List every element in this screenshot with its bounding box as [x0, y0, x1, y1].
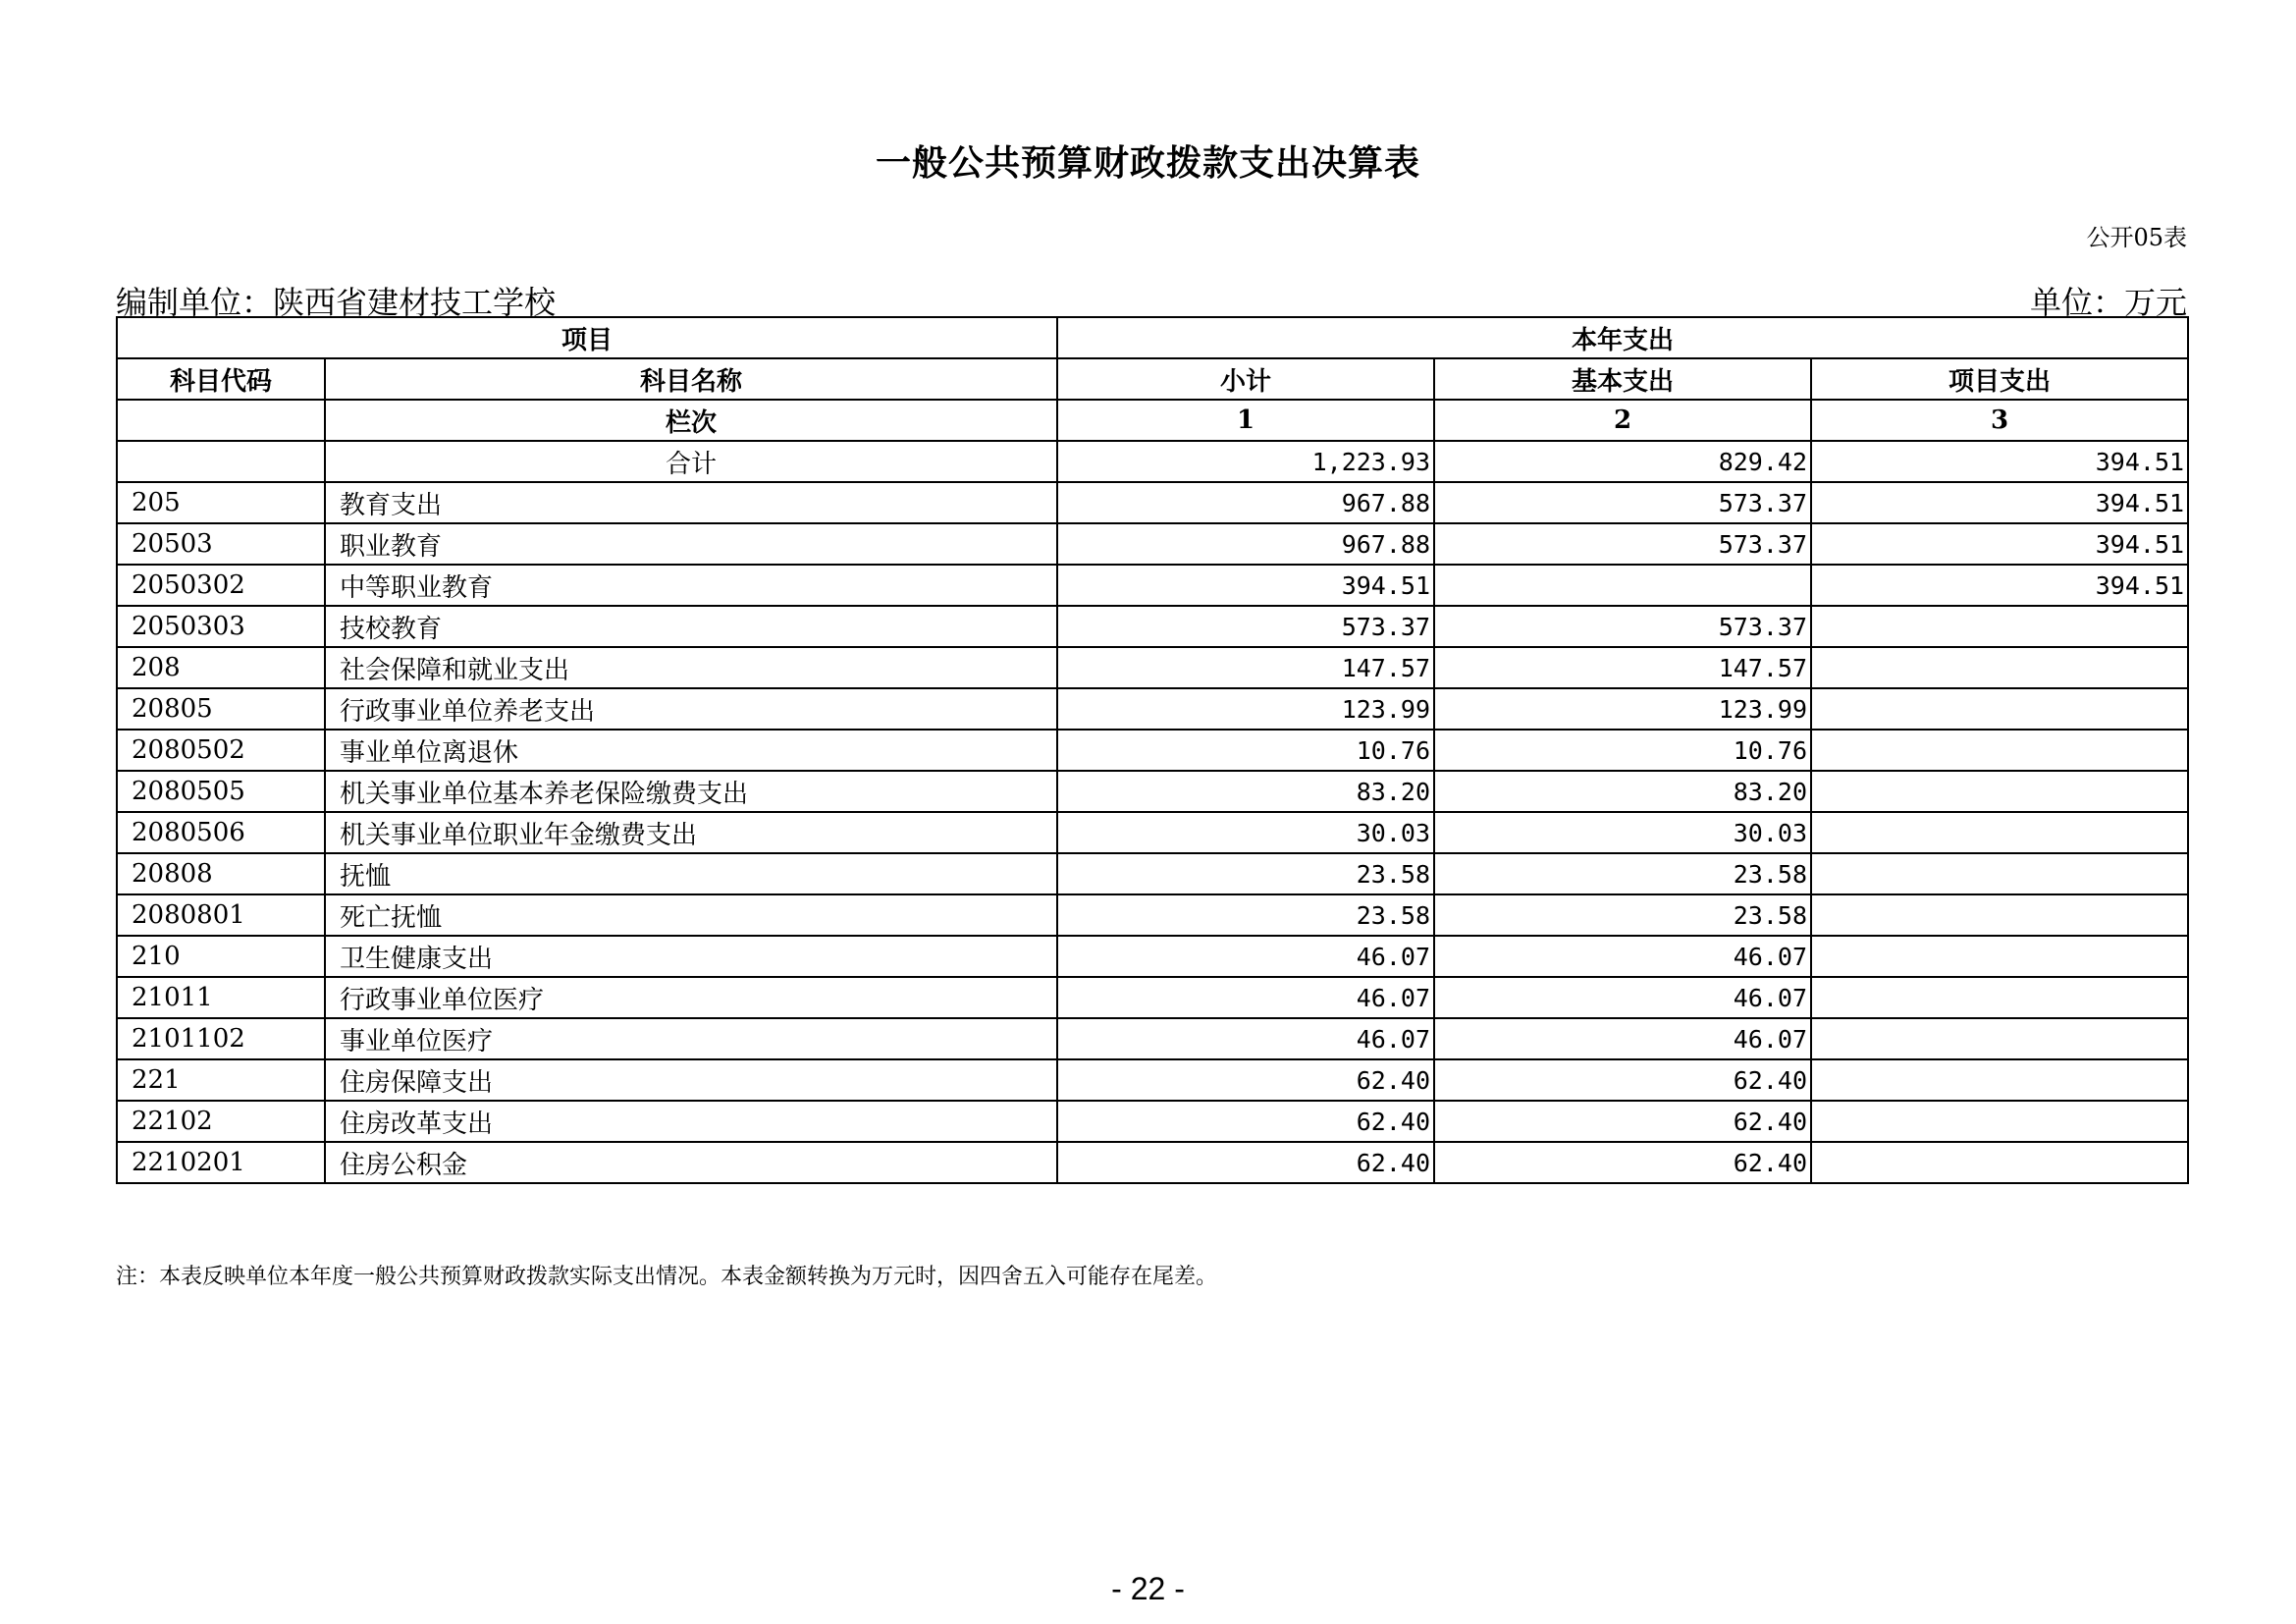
- cell-project: [1811, 688, 2188, 730]
- cell-project: [1811, 730, 2188, 771]
- cell-project: [1811, 977, 2188, 1018]
- total-basic: 829.42: [1434, 441, 1811, 482]
- cell-name: 住房保障支出: [325, 1059, 1057, 1101]
- total-empty-cell: [117, 441, 325, 482]
- cell-basic: 123.99: [1434, 688, 1811, 730]
- header-col-1: 1: [1057, 400, 1434, 441]
- cell-code: 221: [117, 1059, 325, 1101]
- cell-code: 2080502: [117, 730, 325, 771]
- table-row: [117, 936, 2188, 977]
- cell-name: 社会保障和就业支出: [325, 647, 1057, 688]
- cell-basic: [1434, 565, 1811, 606]
- cell-code: 2050302: [117, 565, 325, 606]
- header-col-3: 3: [1811, 400, 2188, 441]
- cell-code: 21011: [117, 977, 325, 1018]
- table-row: [117, 1101, 2188, 1142]
- cell-project: 394.51: [1811, 482, 2188, 523]
- cell-name: 行政事业单位养老支出: [325, 688, 1057, 730]
- table-row: [117, 771, 2188, 812]
- cell-basic: 62.40: [1434, 1059, 1811, 1101]
- total-project: 394.51: [1811, 441, 2188, 482]
- cell-subtotal: 10.76: [1057, 730, 1434, 771]
- cell-code: 22102: [117, 1101, 325, 1142]
- header-row-order: [117, 400, 2188, 441]
- cell-subtotal: 46.07: [1057, 1018, 1434, 1059]
- cell-project: [1811, 853, 2188, 894]
- cell-basic: 62.40: [1434, 1101, 1811, 1142]
- cell-subtotal: 23.58: [1057, 853, 1434, 894]
- header-this-year: 本年支出: [1057, 317, 2188, 358]
- cell-project: [1811, 812, 2188, 853]
- header-subtotal: 小计: [1057, 358, 1434, 400]
- cell-code: 205: [117, 482, 325, 523]
- cell-subtotal: 23.58: [1057, 894, 1434, 936]
- cell-basic: 46.07: [1434, 1018, 1811, 1059]
- cell-code: 210: [117, 936, 325, 977]
- cell-project: 394.51: [1811, 523, 2188, 565]
- cell-basic: 23.58: [1434, 894, 1811, 936]
- page-title: 一般公共预算财政拨款支出决算表: [875, 142, 1420, 184]
- cell-name: 住房公积金: [325, 1142, 1057, 1183]
- cell-subtotal: 30.03: [1057, 812, 1434, 853]
- cell-name: 事业单位医疗: [325, 1018, 1057, 1059]
- cell-project: [1811, 894, 2188, 936]
- compiling-unit: 编制单位：陕西省建材技工学校: [116, 284, 557, 321]
- cell-subtotal: 967.88: [1057, 482, 1434, 523]
- cell-code: 20805: [117, 688, 325, 730]
- cell-project: [1811, 647, 2188, 688]
- cell-project: [1811, 936, 2188, 977]
- cell-basic: 573.37: [1434, 606, 1811, 647]
- cell-code: 2080506: [117, 812, 325, 853]
- currency-unit: 单位：万元: [2029, 284, 2187, 321]
- cell-code: 2050303: [117, 606, 325, 647]
- table-row: [117, 1059, 2188, 1101]
- cell-basic: 23.58: [1434, 853, 1811, 894]
- cell-project: [1811, 771, 2188, 812]
- cell-basic: 573.37: [1434, 523, 1811, 565]
- cell-project: [1811, 606, 2188, 647]
- table-row: [117, 812, 2188, 853]
- cell-subtotal: 62.40: [1057, 1142, 1434, 1183]
- cell-subtotal: 573.37: [1057, 606, 1434, 647]
- cell-subtotal: 967.88: [1057, 523, 1434, 565]
- form-code: 公开05表: [2086, 224, 2187, 251]
- cell-subtotal: 62.40: [1057, 1059, 1434, 1101]
- cell-name: 事业单位离退休: [325, 730, 1057, 771]
- table-row: [117, 1018, 2188, 1059]
- table-row: [117, 606, 2188, 647]
- header-code: 科目代码: [117, 358, 325, 400]
- table-note: 注：本表反映单位本年度一般公共预算财政拨款实际支出情况。本表金额转换为万元时，因四舍五入可能存在尾差。: [116, 1265, 1218, 1289]
- header-name: 科目名称: [325, 358, 1057, 400]
- cell-name: 教育支出: [325, 482, 1057, 523]
- cell-code: 2101102: [117, 1018, 325, 1059]
- cell-subtotal: 46.07: [1057, 977, 1434, 1018]
- table-row: [117, 482, 2188, 523]
- table-row: [117, 894, 2188, 936]
- header-column-order: 栏次: [325, 400, 1057, 441]
- cell-project: [1811, 1142, 2188, 1183]
- cell-basic: 83.20: [1434, 771, 1811, 812]
- total-subtotal: 1,223.93: [1057, 441, 1434, 482]
- cell-basic: 147.57: [1434, 647, 1811, 688]
- cell-subtotal: 46.07: [1057, 936, 1434, 977]
- cell-code: 20503: [117, 523, 325, 565]
- header-col-2: 2: [1434, 400, 1811, 441]
- cell-subtotal: 394.51: [1057, 565, 1434, 606]
- cell-basic: 46.07: [1434, 936, 1811, 977]
- cell-code: 2210201: [117, 1142, 325, 1183]
- table-row: [117, 730, 2188, 771]
- cell-name: 技校教育: [325, 606, 1057, 647]
- table-row: [117, 977, 2188, 1018]
- header-project-expenditure: 项目支出: [1811, 358, 2188, 400]
- page-number: - 22 -: [1111, 1571, 1185, 1606]
- table-row: [117, 523, 2188, 565]
- cell-basic: 46.07: [1434, 977, 1811, 1018]
- total-row: [117, 441, 2188, 482]
- table-row: [117, 688, 2188, 730]
- cell-code: 2080801: [117, 894, 325, 936]
- header-project: 项目: [117, 317, 1057, 358]
- cell-project: [1811, 1018, 2188, 1059]
- cell-basic: 573.37: [1434, 482, 1811, 523]
- cell-name: 抚恤: [325, 853, 1057, 894]
- table-row: [117, 565, 2188, 606]
- cell-basic: 30.03: [1434, 812, 1811, 853]
- cell-code: 20808: [117, 853, 325, 894]
- table-row: [117, 647, 2188, 688]
- cell-name: 职业教育: [325, 523, 1057, 565]
- table-row: [117, 853, 2188, 894]
- cell-project: [1811, 1059, 2188, 1101]
- cell-name: 死亡抚恤: [325, 894, 1057, 936]
- cell-subtotal: 123.99: [1057, 688, 1434, 730]
- cell-project: 394.51: [1811, 565, 2188, 606]
- header-row-group: [117, 317, 2188, 358]
- cell-subtotal: 62.40: [1057, 1101, 1434, 1142]
- table-row: [117, 1142, 2188, 1183]
- total-label: 合计: [325, 441, 1057, 482]
- cell-name: 机关事业单位职业年金缴费支出: [325, 812, 1057, 853]
- cell-code: 208: [117, 647, 325, 688]
- header-basic: 基本支出: [1434, 358, 1811, 400]
- header-row-columns: [117, 358, 2188, 400]
- cell-name: 中等职业教育: [325, 565, 1057, 606]
- header-empty-cell: [117, 400, 325, 441]
- cell-code: 2080505: [117, 771, 325, 812]
- cell-project: [1811, 1101, 2188, 1142]
- cell-name: 住房改革支出: [325, 1101, 1057, 1142]
- cell-name: 行政事业单位医疗: [325, 977, 1057, 1018]
- cell-name: 机关事业单位基本养老保险缴费支出: [325, 771, 1057, 812]
- cell-subtotal: 83.20: [1057, 771, 1434, 812]
- cell-name: 卫生健康支出: [325, 936, 1057, 977]
- cell-subtotal: 147.57: [1057, 647, 1434, 688]
- cell-basic: 10.76: [1434, 730, 1811, 771]
- cell-basic: 62.40: [1434, 1142, 1811, 1183]
- expenditure-table: [116, 316, 2189, 1184]
